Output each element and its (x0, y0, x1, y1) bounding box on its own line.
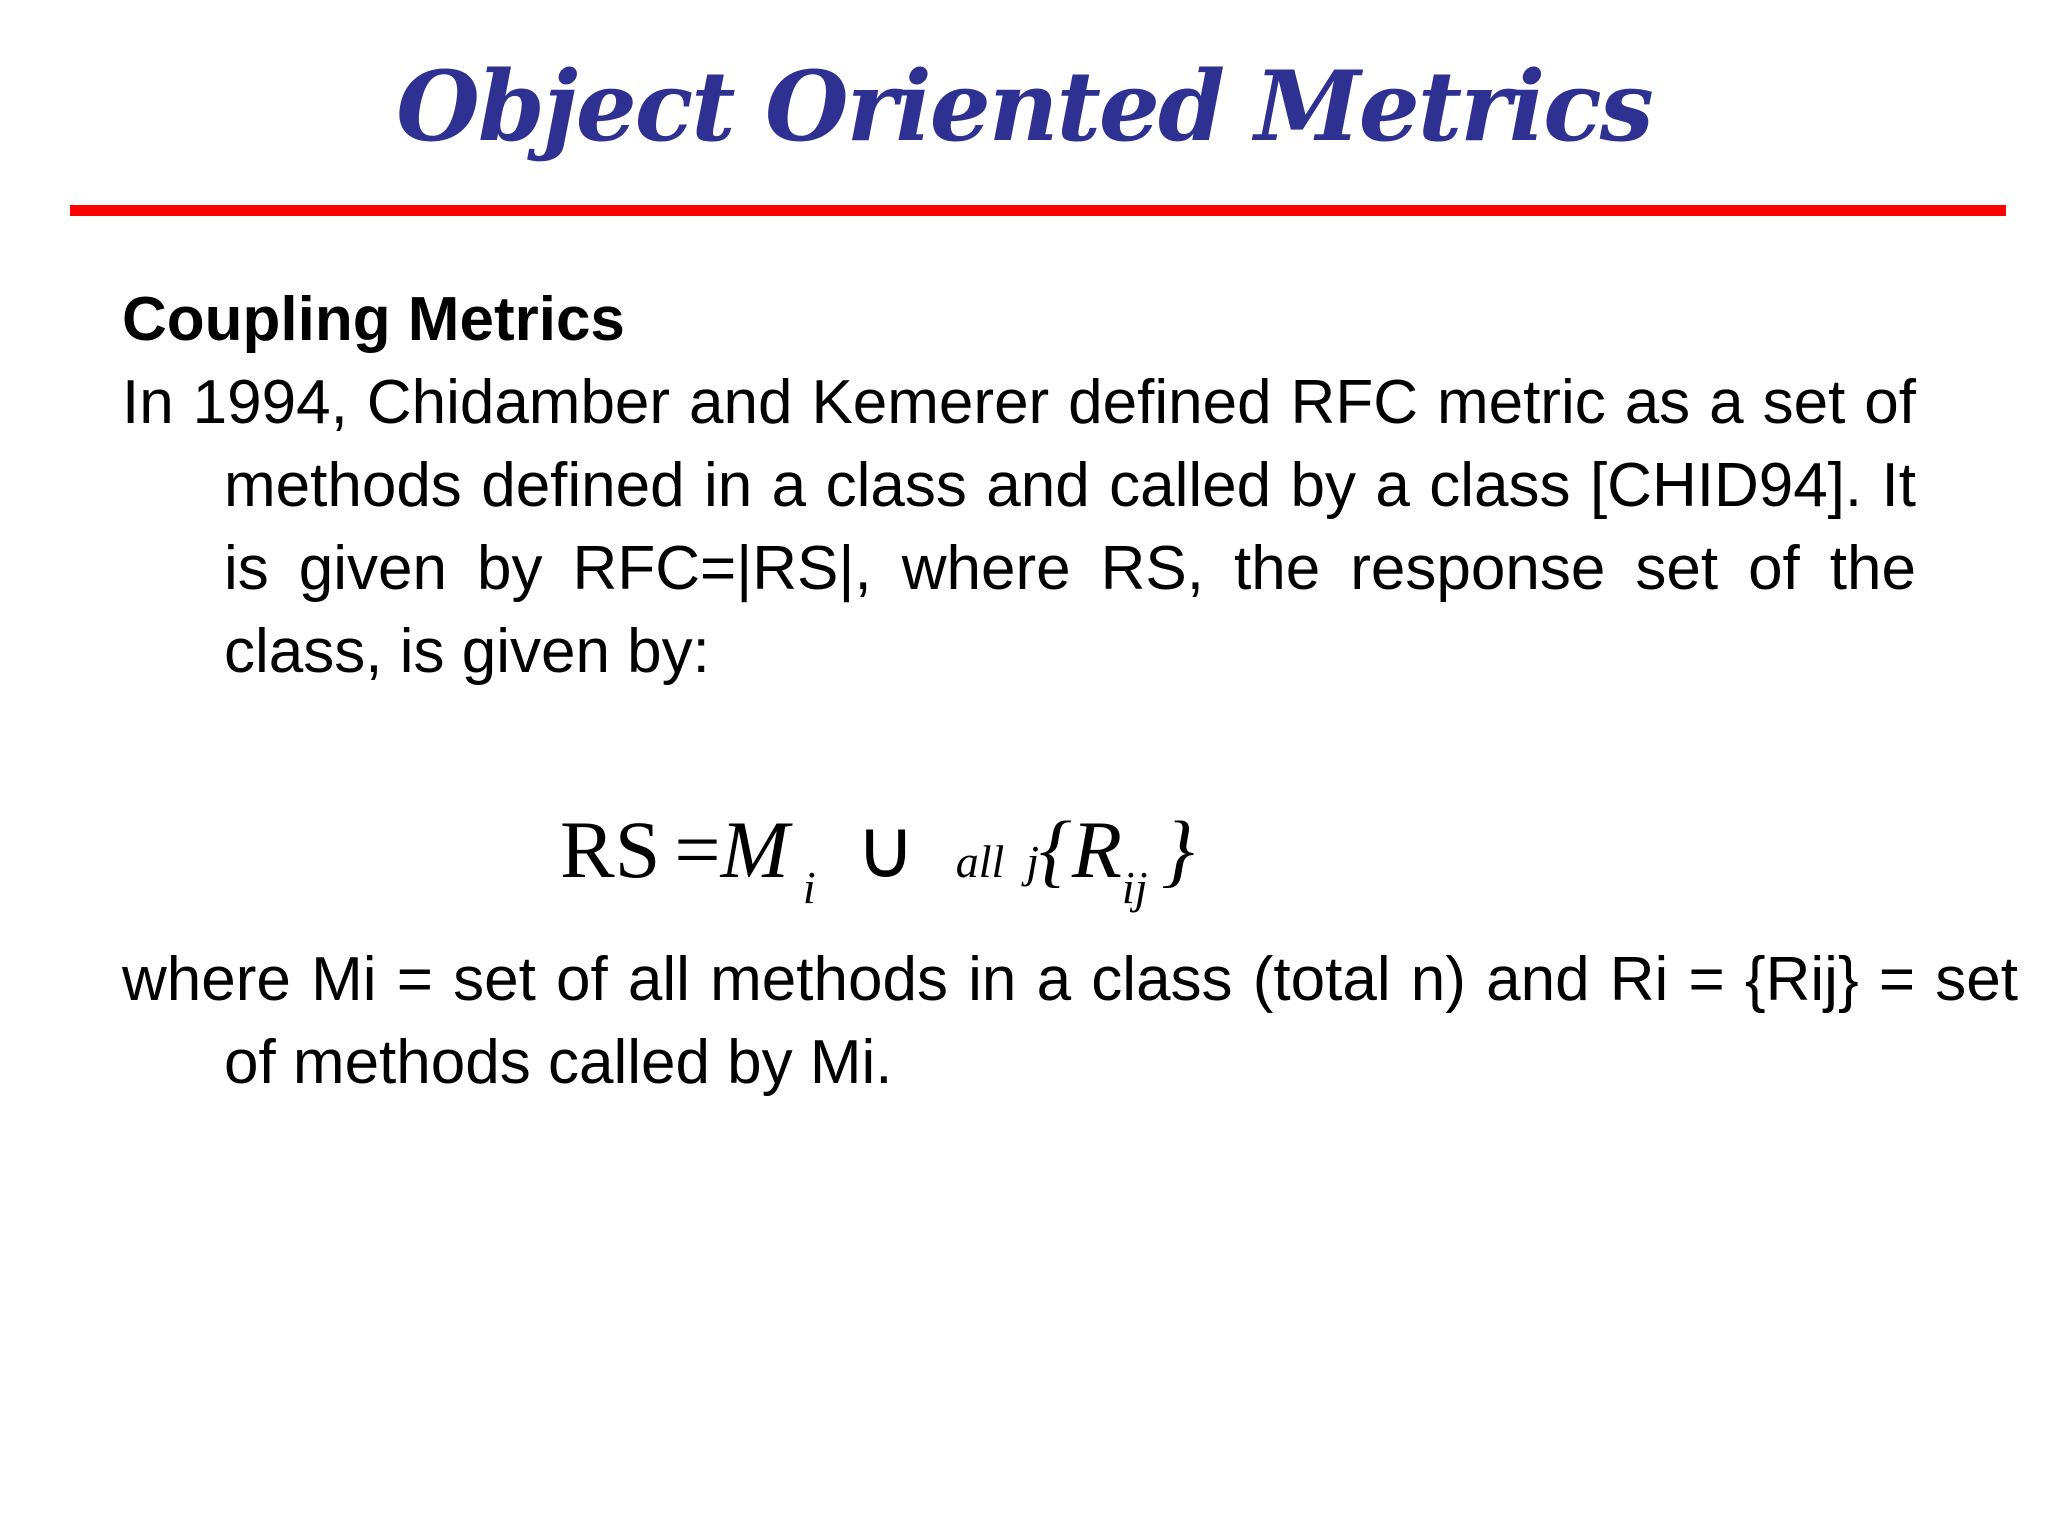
formula-equals: = (674, 804, 721, 895)
formula-j: j (1026, 836, 1040, 887)
formula-open-brace: { (1039, 804, 1072, 895)
body-paragraph: In 1994, Chidamber and Kemerer defined RFC metric as a set of methods defined in a class and called by a class [CHID94]. It is given by RFC=|RS|, where RS, the response set of the class, is given by: (122, 368, 1916, 686)
section-heading: Coupling Metrics (122, 285, 625, 354)
formula-m: M (720, 804, 789, 895)
title-divider (70, 205, 2006, 216)
rs-formula (560, 800, 1194, 920)
formula-sub-i: i (802, 862, 816, 913)
definition-paragraph: where Mi = set of all methods in a class (total n) and Ri = {Rij} = set of methods called by Mi. (122, 945, 2018, 1097)
formula-sub-ij: ij (1121, 862, 1148, 913)
slide-body (122, 278, 1916, 693)
formula-union: ∪ (855, 804, 916, 895)
slide-title: Object Oriented Metrics (396, 50, 1652, 163)
formula-r: R (1071, 804, 1122, 895)
formula-all: all (955, 836, 1005, 887)
formula-lhs: RS (560, 804, 661, 895)
formula-close-brace: } (1161, 804, 1195, 895)
